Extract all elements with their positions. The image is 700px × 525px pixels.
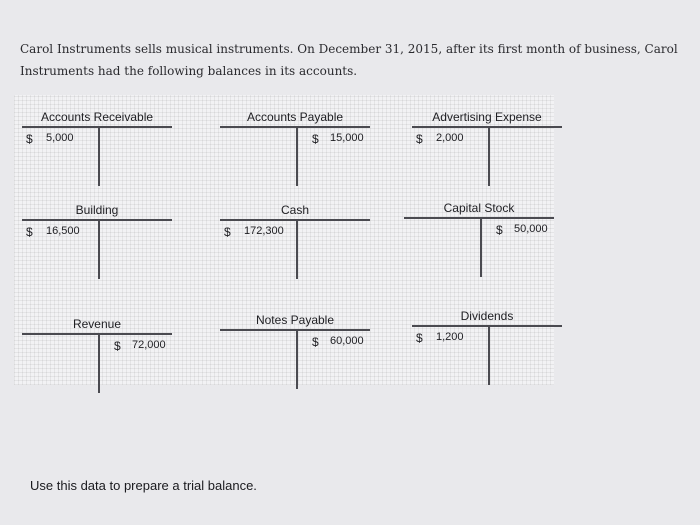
instruction-text: Use this data to prepare a trial balance.: [30, 478, 257, 493]
t-center-line: [296, 126, 298, 186]
t-center-line: [480, 217, 482, 277]
currency-symbol: $: [26, 132, 33, 146]
currency-symbol: $: [496, 223, 503, 237]
t-accounts-area: [14, 95, 554, 385]
t-top-line: [220, 126, 370, 128]
currency-symbol: $: [114, 339, 121, 353]
currency-symbol: $: [416, 331, 423, 345]
t-center-line: [98, 219, 100, 279]
t-center-line: [488, 126, 490, 186]
account-balance: 2,000: [436, 132, 464, 144]
t-top-line: [22, 333, 172, 335]
account-name: Advertising Expense: [432, 110, 542, 124]
t-center-line: [98, 126, 100, 186]
account-balance: 16,500: [46, 225, 80, 237]
account-name: Revenue: [72, 317, 122, 331]
account-balance: 172,300: [244, 225, 284, 237]
currency-symbol: $: [416, 132, 423, 146]
t-top-line: [220, 329, 370, 331]
account-name: Accounts Receivable: [40, 110, 154, 124]
currency-symbol: $: [312, 132, 319, 146]
t-top-line: [412, 126, 562, 128]
t-top-line: [22, 219, 172, 221]
t-top-line: [220, 219, 370, 221]
problem-intro: Carol Instruments sells musical instruments. On December 31, 2015, after its first month of business, Carol Instruments had the following balances in its accounts.: [20, 42, 678, 78]
account-name: Accounts Payable: [246, 110, 344, 124]
account-name: Building: [75, 203, 119, 217]
t-center-line: [98, 333, 100, 393]
account-name: Dividends: [460, 309, 514, 323]
t-top-line: [22, 126, 172, 128]
account-name: Capital Stock: [443, 201, 515, 215]
t-top-line: [412, 325, 562, 327]
account-balance: 50,000: [514, 223, 548, 235]
t-center-line: [296, 219, 298, 279]
account-name: Notes Payable: [255, 313, 335, 327]
t-center-line: [488, 325, 490, 385]
currency-symbol: $: [224, 225, 231, 239]
account-balance: 1,200: [436, 331, 464, 343]
account-balance: 72,000: [132, 339, 166, 351]
account-name: Cash: [280, 203, 309, 217]
account-balance: 60,000: [330, 335, 364, 347]
t-top-line: [404, 217, 554, 219]
t-center-line: [296, 329, 298, 389]
account-balance: 15,000: [330, 132, 364, 144]
currency-symbol: $: [312, 335, 319, 349]
account-balance: 5,000: [46, 132, 74, 144]
currency-symbol: $: [26, 225, 33, 239]
